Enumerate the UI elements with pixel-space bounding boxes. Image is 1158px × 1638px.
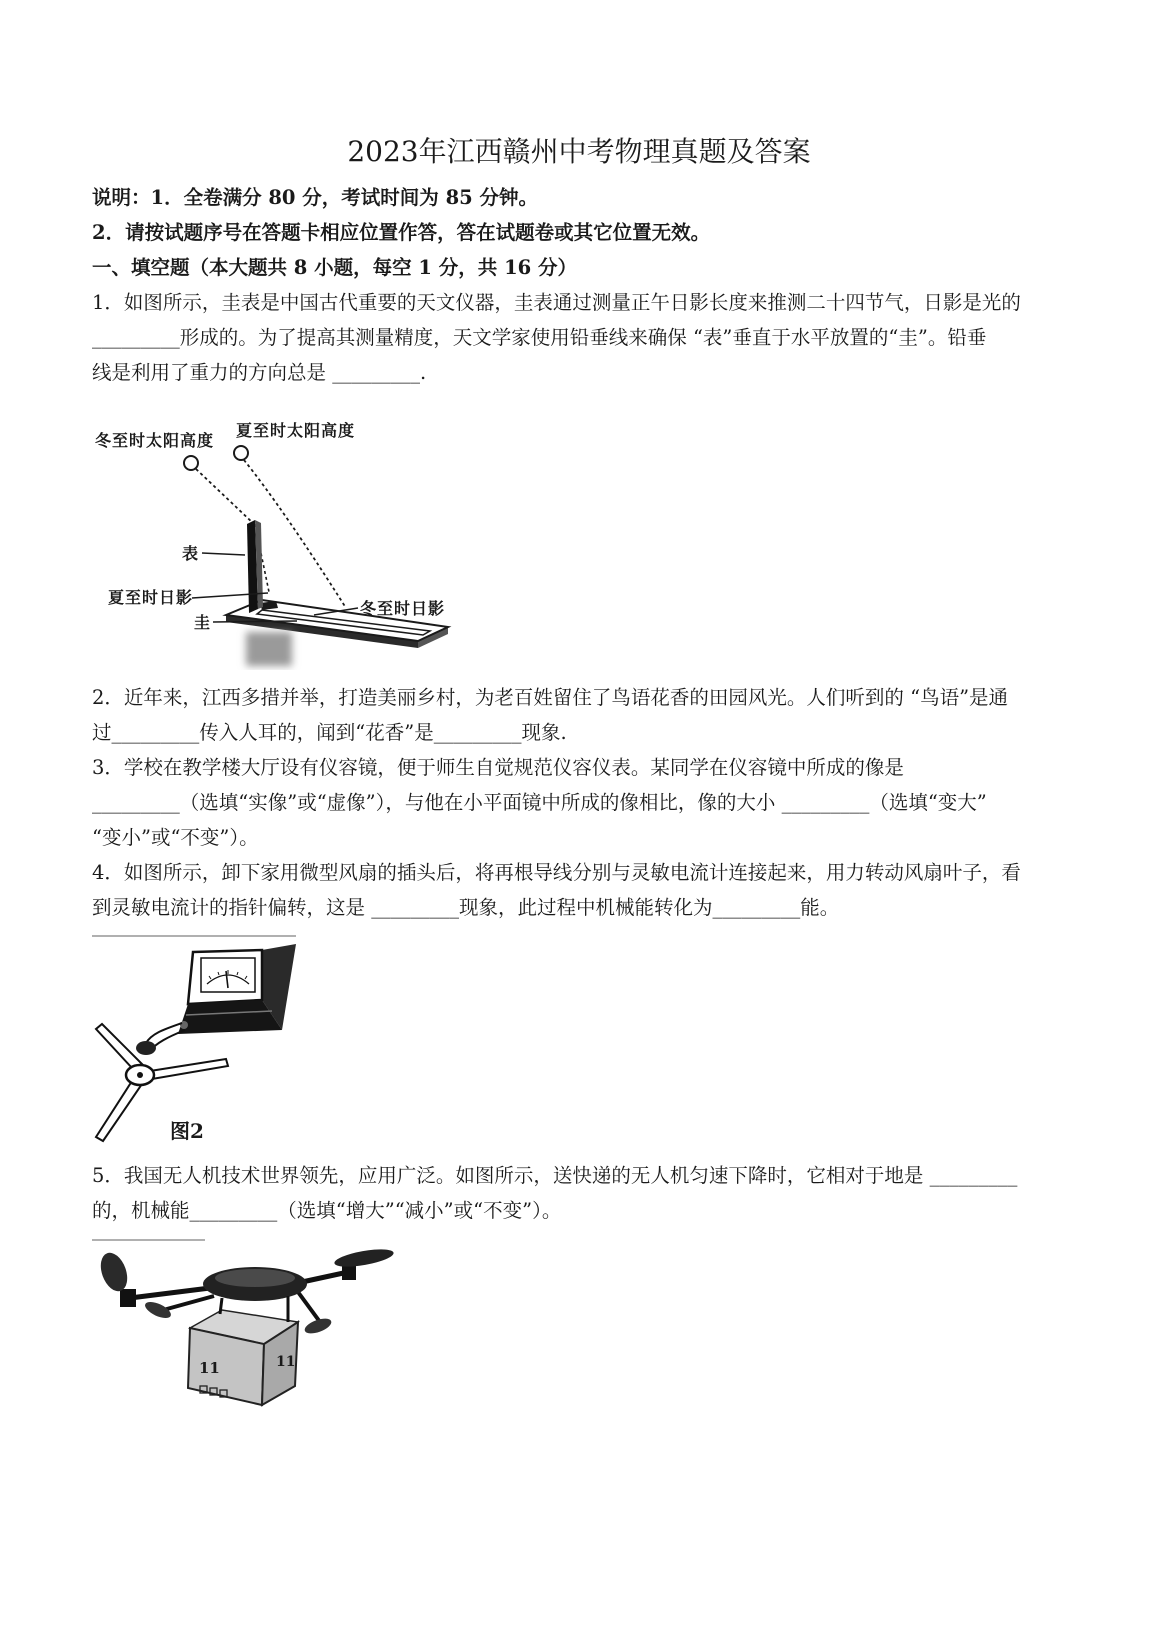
instruction-line: 说明：1．全卷满分 80 分，考试时间为 85 分钟。 bbox=[92, 186, 538, 209]
pole-leader-line bbox=[202, 553, 245, 555]
question-line: 到灵敏电流计的指针偏转，这是 _________现象，此过程中机械能转化为_________能。 bbox=[92, 896, 840, 919]
drone-motor-left bbox=[120, 1289, 136, 1307]
question-4 bbox=[92, 855, 1132, 925]
summer-sun-altitude-label: 夏至时太阳高度 bbox=[236, 421, 356, 440]
question-2 bbox=[92, 680, 1132, 750]
drone-arm-right-lower bbox=[298, 1292, 320, 1322]
parcel-mark: 11 bbox=[276, 1354, 296, 1370]
drone-body-top bbox=[215, 1269, 295, 1287]
instruction-line: 2．请按试题序号在答题卡相应位置作答，答在试题卷或其它位置无效。 bbox=[92, 221, 711, 244]
winter-sun-marker bbox=[184, 456, 198, 470]
pole-label: 表 bbox=[182, 544, 200, 563]
winter-shadow-label: 冬至时日影 bbox=[360, 599, 446, 618]
fan-galvanometer-figure bbox=[90, 933, 302, 1147]
summer-sun-marker bbox=[234, 446, 248, 460]
question-line: 2．近年来，江西多措并举，打造美丽乡村，为老百姓留住了鸟语花香的田园风光。人们听到的 “鸟语”是通 bbox=[92, 686, 1009, 709]
question-line: “变小”或“不变”）。 bbox=[92, 826, 259, 849]
parcel-mark: 11 bbox=[199, 1359, 220, 1377]
fan-hub-center bbox=[137, 1072, 143, 1078]
question-1 bbox=[92, 285, 1132, 390]
section-heading-text: 一、填空题（本大题共 8 小题，每空 1 分，共 16 分） bbox=[92, 256, 578, 279]
delivery-drone-figure bbox=[92, 1236, 397, 1420]
drone-strap bbox=[220, 1298, 222, 1314]
question-5 bbox=[92, 1158, 1132, 1228]
drone-arm-left bbox=[130, 1288, 210, 1298]
instructions bbox=[92, 180, 1132, 250]
question-line: 的，机械能_________（选填“增大”“减小”或“不变”）。 bbox=[92, 1199, 562, 1222]
question-3 bbox=[92, 750, 1132, 855]
document-title: 2023年江西赣州中考物理真题及答案 bbox=[347, 135, 811, 168]
question-line: 1．如图所示，圭表是中国古代重要的天文仪器，圭表通过测量正午日影长度来推测二十四节气，日影是光的 bbox=[92, 291, 1021, 314]
question-line: _________形成的。为了提高其测量精度，天文学家使用铅垂线来确保 “表”垂直于水平放置的“圭”。铅垂 bbox=[92, 326, 987, 349]
summer-shadow-label: 夏至时日影 bbox=[108, 588, 194, 607]
drone-arm-right bbox=[302, 1272, 348, 1282]
question-line: _________（选填“实像”或“虚像”），与他在小平面镜中所成的像相比，像的大小 _________（选填“变大” bbox=[92, 791, 987, 814]
question-line: 5．我国无人机技术世界领先，应用广泛。如图所示，送快递的无人机匀速下降时，它相对于地是 _________ bbox=[92, 1164, 1018, 1187]
question-line: 过_________传入人耳的，闻到“花香”是_________现象. bbox=[92, 721, 567, 744]
gnomon-figure bbox=[92, 418, 462, 670]
fan-motor bbox=[136, 1041, 156, 1055]
blurred-watermark bbox=[246, 632, 292, 666]
fan-blade-lower bbox=[96, 1081, 142, 1141]
question-line: 线是利用了重力的方向总是 _________. bbox=[92, 361, 427, 384]
winter-sun-altitude-label: 冬至时太阳高度 bbox=[95, 431, 215, 450]
drone-propeller-left bbox=[96, 1249, 132, 1295]
question-line: 3．学校在教学楼大厅设有仪容镜，便于师生自觉规范仪容仪表。某同学在仪容镜中所成的像是 bbox=[92, 756, 904, 779]
fan-blade-right bbox=[150, 1059, 228, 1079]
galvanometer-terminal bbox=[180, 1021, 188, 1029]
figure-caption: 图2 bbox=[170, 1119, 204, 1143]
question-line: 4．如图所示，卸下家用微型风扇的插头后，将再根导线分别与灵敏电流计连接起来，用力转动风扇叶子，看 bbox=[92, 861, 1021, 884]
base-leader-line bbox=[213, 621, 297, 622]
section-heading bbox=[92, 250, 1132, 285]
fan-blade-upper bbox=[96, 1024, 142, 1068]
base-label: 圭 bbox=[194, 613, 212, 632]
winter-sun-ray bbox=[196, 469, 254, 524]
